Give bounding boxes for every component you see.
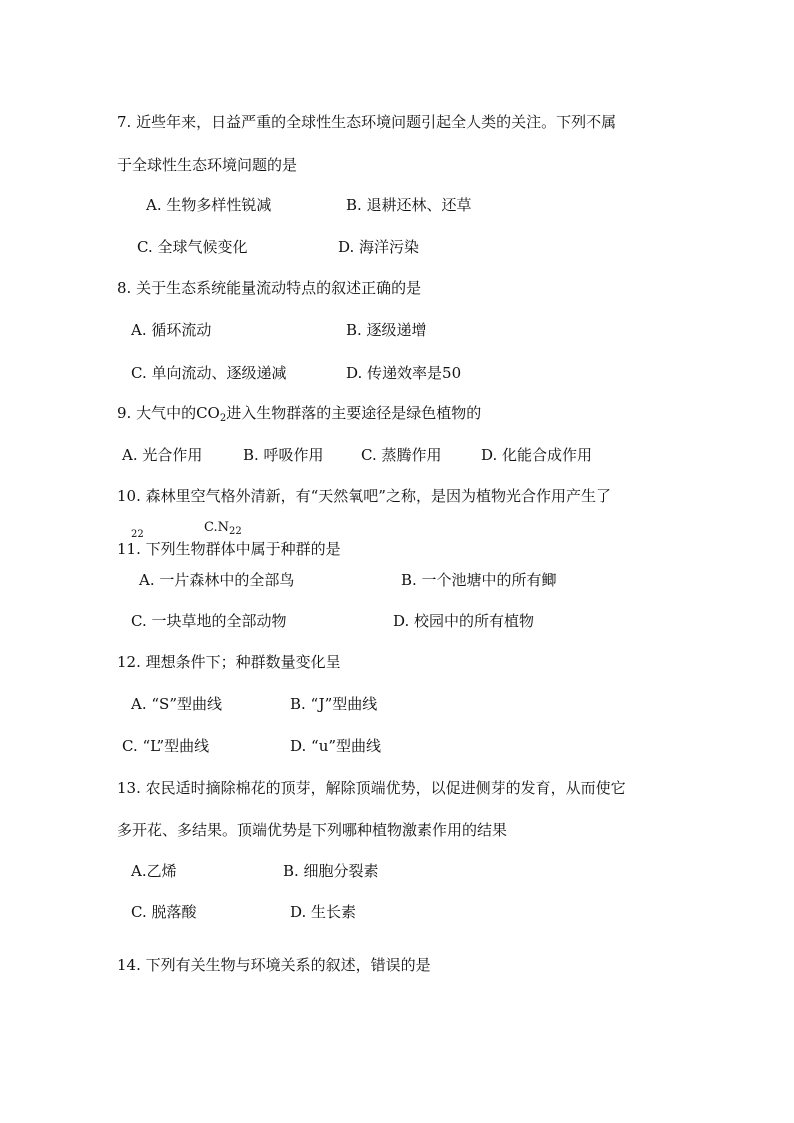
q10-fragment-option (204, 518, 242, 538)
q12-option-d: D. “u”型曲线 (290, 737, 382, 755)
q8-option-c: C. 单向流动、逐级递减 (131, 364, 287, 382)
q9-stem-subscript: 2 (219, 413, 227, 424)
q7-option-a: A. 生物多样性锐减 (146, 196, 272, 214)
q9-option-a: A. 光合作用 (122, 446, 203, 464)
q7-option-d: D. 海洋污染 (338, 238, 420, 256)
q8-option-a: A. 循环流动 (131, 321, 212, 339)
q9-option-d: D. 化能合成作用 (481, 446, 593, 464)
q10-fragment-option-pre: C.N (204, 520, 229, 535)
q11-option-d: D. 校园中的所有植物 (393, 612, 535, 630)
q13-stem-line2: 多开花、多结果。顶端优势是下列哪种植物激素作用的结果 (117, 821, 508, 839)
q11-option-c: C. 一块草地的全部动物 (131, 612, 287, 630)
q7-stem-line2: 于全球性生态环境问题的是 (117, 156, 298, 174)
q10-stem: 10. 森林里空气格外清新，有“天然氧吧”之称，是因为植物光合作用产生了 (117, 487, 611, 505)
q9-stem-pre: 9. 大气中的CO (117, 404, 220, 422)
q12-option-b: B. “J”型曲线 (290, 695, 378, 713)
q11-option-b: B. 一个池塘中的所有鲫 (401, 571, 557, 589)
q13-option-d: D. 生长素 (290, 903, 357, 921)
q8-stem: 8. 关于生态系统能量流动特点的叙述正确的是 (117, 279, 422, 297)
q9-stem-post: 进入生物群落的主要途径是绿色植物的 (226, 404, 482, 422)
q9-option-b: B. 呼吸作用 (243, 446, 324, 464)
q14-stem: 14. 下列有关生物与环境关系的叙述，错误的是 (117, 956, 431, 974)
q13-stem-line1: 13. 农民适时摘除棉花的顶芽，解除顶端优势，以促进侧芽的发育，从而使它 (117, 779, 626, 797)
q7-option-b: B. 退耕还林、还草 (346, 196, 472, 214)
q11-stem: 11. 下列生物群体中属于种群的是 (117, 540, 341, 558)
q12-option-c: C. “L”型曲线 (122, 737, 210, 755)
q7-option-c: C. 全球气候变化 (137, 238, 248, 256)
q9-option-c: C. 蒸腾作用 (361, 446, 442, 464)
q10-fragment-subscript: 22 (131, 529, 144, 540)
q8-option-d: D. 传递效率是50 (346, 364, 462, 382)
q11-option-a: A. 一片森林中的全部鸟 (139, 571, 295, 589)
q9-stem (117, 403, 481, 423)
q13-option-c: C. 脱落酸 (131, 903, 197, 921)
q12-option-a: A. “S”型曲线 (131, 695, 222, 713)
q12-stem: 12. 理想条件下；种群数量变化呈 (117, 653, 341, 671)
q10-fragment-option-subscript: 22 (229, 526, 242, 537)
q8-option-b: B. 逐级递增 (346, 321, 427, 339)
q13-option-b: B. 细胞分裂素 (283, 862, 379, 880)
q7-stem-line1: 7. 近些年来，日益严重的全球性生态环境问题引起全人类的关注。下列不属 (117, 113, 617, 131)
q13-option-a: A.乙烯 (131, 862, 177, 880)
